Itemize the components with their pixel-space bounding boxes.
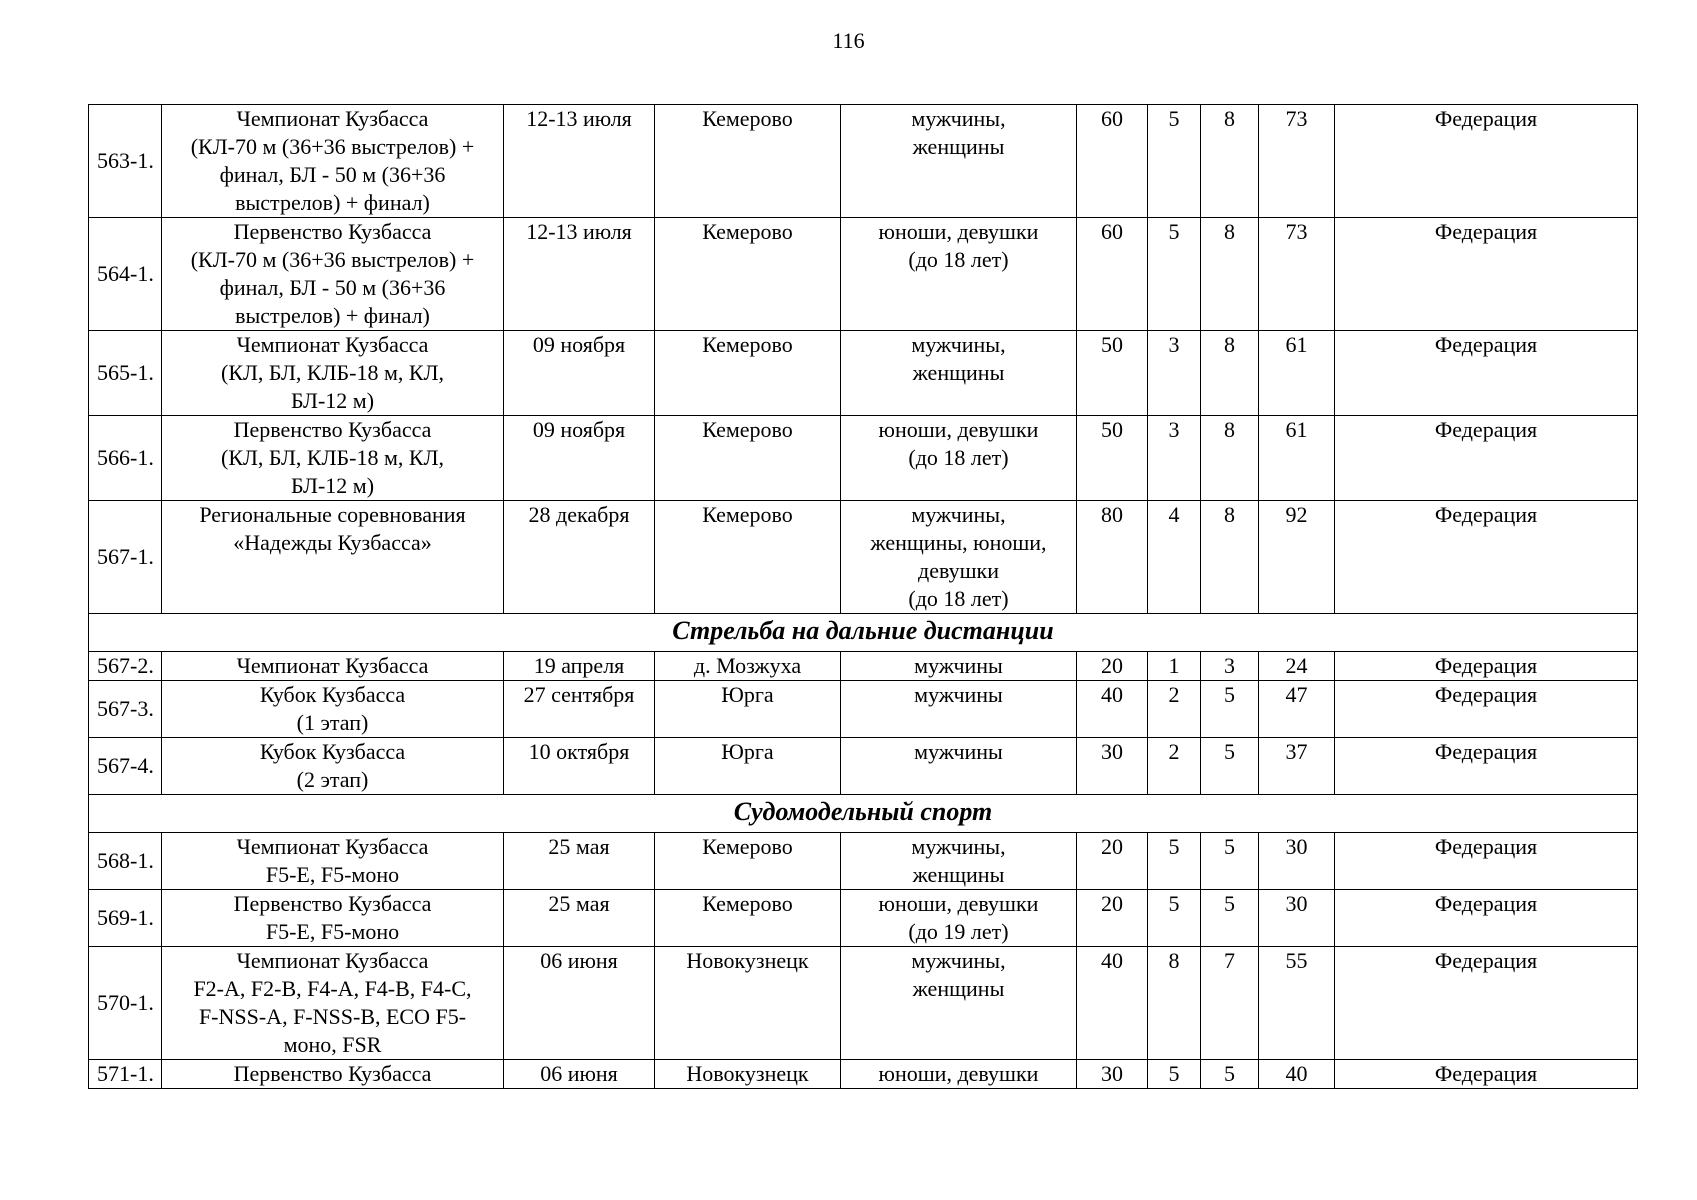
event-name: Чемпионат Кузбасса (КЛ, БЛ, КЛБ-18 м, КЛ, БЛ-12 м) — [162, 331, 504, 416]
event-participants: мужчины, женщины, юноши, девушки (до 18 лет) — [841, 501, 1077, 614]
count-total: 37 — [1259, 738, 1335, 795]
event-date: 12-13 июля — [504, 105, 655, 218]
count-judges: 5 — [1201, 738, 1259, 795]
row-number: 567-1. — [89, 501, 162, 614]
count-coaches: 5 — [1148, 218, 1201, 331]
event-name: Региональные соревнования «Надежды Кузбасса» — [162, 501, 504, 614]
row-number: 569-1. — [89, 890, 162, 947]
count-coaches: 5 — [1148, 1060, 1201, 1089]
count-total: 73 — [1259, 105, 1335, 218]
count-judges: 5 — [1201, 681, 1259, 738]
event-date: 19 апреля — [504, 652, 655, 681]
row-number: 567-2. — [89, 652, 162, 681]
event-place: Кемерово — [655, 105, 841, 218]
event-date: 09 ноября — [504, 416, 655, 501]
event-organizer: Федерация — [1335, 218, 1638, 331]
count-total: 61 — [1259, 416, 1335, 501]
event-organizer: Федерация — [1335, 738, 1638, 795]
events-table — [88, 104, 1638, 1089]
count-judges: 5 — [1201, 890, 1259, 947]
count-judges: 8 — [1201, 501, 1259, 614]
count-total: 92 — [1259, 501, 1335, 614]
event-name: Первенство Кузбасса — [162, 1060, 504, 1089]
event-place: Кемерово — [655, 833, 841, 890]
row-number: 565-1. — [89, 331, 162, 416]
event-date: 06 июня — [504, 947, 655, 1060]
event-name: Чемпионат Кузбасса F5-E, F5-моно — [162, 833, 504, 890]
row-number: 566-1. — [89, 416, 162, 501]
count-total: 30 — [1259, 833, 1335, 890]
event-place: Кемерово — [655, 416, 841, 501]
event-organizer: Федерация — [1335, 890, 1638, 947]
event-organizer: Федерация — [1335, 416, 1638, 501]
count-total: 55 — [1259, 947, 1335, 1060]
count-total: 47 — [1259, 681, 1335, 738]
count-coaches: 2 — [1148, 738, 1201, 795]
event-name: Кубок Кузбасса (1 этап) — [162, 681, 504, 738]
count-athletes: 20 — [1077, 833, 1148, 890]
event-participants: юноши, девушки (до 18 лет) — [841, 218, 1077, 331]
event-participants: мужчины, женщины — [841, 331, 1077, 416]
count-coaches: 3 — [1148, 416, 1201, 501]
event-organizer: Федерация — [1335, 105, 1638, 218]
event-participants: мужчины, женщины — [841, 833, 1077, 890]
event-date: 12-13 июля — [504, 218, 655, 331]
event-participants: мужчины, женщины — [841, 105, 1077, 218]
count-athletes: 20 — [1077, 890, 1148, 947]
count-total: 61 — [1259, 331, 1335, 416]
table-row — [89, 416, 1638, 501]
count-judges: 8 — [1201, 105, 1259, 218]
count-total: 73 — [1259, 218, 1335, 331]
table-row — [89, 218, 1638, 331]
table-row — [89, 1060, 1638, 1089]
event-organizer: Федерация — [1335, 331, 1638, 416]
count-judges: 8 — [1201, 218, 1259, 331]
count-athletes: 40 — [1077, 947, 1148, 1060]
event-participants: юноши, девушки (до 18 лет) — [841, 416, 1077, 501]
table-row — [89, 652, 1638, 681]
count-athletes: 30 — [1077, 1060, 1148, 1089]
event-place: Новокузнецк — [655, 1060, 841, 1089]
event-organizer: Федерация — [1335, 501, 1638, 614]
event-date: 06 июня — [504, 1060, 655, 1089]
count-coaches: 8 — [1148, 947, 1201, 1060]
event-date: 09 ноября — [504, 331, 655, 416]
count-athletes: 50 — [1077, 331, 1148, 416]
event-name: Первенство Кузбасса (КЛ-70 м (36+36 выстрелов) + финал, БЛ - 50 м (36+36 выстрелов) + финал) — [162, 218, 504, 331]
table-row — [89, 105, 1638, 218]
table-row — [89, 738, 1638, 795]
page-number: 116 — [832, 28, 865, 53]
event-place: д. Мозжуха — [655, 652, 841, 681]
event-name: Чемпионат Кузбасса (КЛ-70 м (36+36 выстрелов) + финал, БЛ - 50 м (36+36 выстрелов) + финал) — [162, 105, 504, 218]
event-participants: мужчины, женщины — [841, 947, 1077, 1060]
count-coaches: 5 — [1148, 890, 1201, 947]
event-place: Новокузнецк — [655, 947, 841, 1060]
row-number: 568-1. — [89, 833, 162, 890]
section-header-row — [89, 614, 1638, 652]
count-athletes: 60 — [1077, 105, 1148, 218]
events-table-body — [89, 105, 1638, 1089]
event-participants: мужчины — [841, 652, 1077, 681]
row-number: 570-1. — [89, 947, 162, 1060]
count-coaches: 1 — [1148, 652, 1201, 681]
table-row — [89, 681, 1638, 738]
event-place: Кемерово — [655, 218, 841, 331]
count-total: 24 — [1259, 652, 1335, 681]
section-header-row — [89, 795, 1638, 833]
count-judges: 8 — [1201, 416, 1259, 501]
event-place: Юрга — [655, 738, 841, 795]
count-judges: 7 — [1201, 947, 1259, 1060]
table-row — [89, 833, 1638, 890]
table-row — [89, 331, 1638, 416]
event-participants: мужчины — [841, 681, 1077, 738]
count-coaches: 5 — [1148, 105, 1201, 218]
event-participants: мужчины — [841, 738, 1077, 795]
event-date: 28 декабря — [504, 501, 655, 614]
event-name: Чемпионат Кузбасса — [162, 652, 504, 681]
count-athletes: 20 — [1077, 652, 1148, 681]
count-coaches: 3 — [1148, 331, 1201, 416]
count-judges: 8 — [1201, 331, 1259, 416]
event-name: Чемпионат Кузбасса F2-A, F2-B, F4-A, F4-B, F4-C, F-NSS-A, F-NSS-B, ECO F5- моно, FSR — [162, 947, 504, 1060]
event-organizer: Федерация — [1335, 652, 1638, 681]
event-date: 10 октября — [504, 738, 655, 795]
count-judges: 3 — [1201, 652, 1259, 681]
event-name: Первенство Кузбасса F5-E, F5-моно — [162, 890, 504, 947]
count-athletes: 40 — [1077, 681, 1148, 738]
event-name: Первенство Кузбасса (КЛ, БЛ, КЛБ-18 м, КЛ, БЛ-12 м) — [162, 416, 504, 501]
count-athletes: 50 — [1077, 416, 1148, 501]
count-coaches: 4 — [1148, 501, 1201, 614]
event-place: Кемерово — [655, 890, 841, 947]
event-organizer: Федерация — [1335, 947, 1638, 1060]
event-place: Юрга — [655, 681, 841, 738]
event-date: 25 мая — [504, 890, 655, 947]
count-coaches: 2 — [1148, 681, 1201, 738]
count-athletes: 60 — [1077, 218, 1148, 331]
count-athletes: 80 — [1077, 501, 1148, 614]
event-participants: юноши, девушки — [841, 1060, 1077, 1089]
row-number: 563-1. — [89, 105, 162, 218]
count-total: 40 — [1259, 1060, 1335, 1089]
event-date: 25 мая — [504, 833, 655, 890]
event-participants: юноши, девушки (до 19 лет) — [841, 890, 1077, 947]
event-place: Кемерово — [655, 501, 841, 614]
section-title: Стрельба на дальние дистанции — [89, 614, 1638, 652]
count-athletes: 30 — [1077, 738, 1148, 795]
row-number: 571-1. — [89, 1060, 162, 1089]
count-judges: 5 — [1201, 1060, 1259, 1089]
count-judges: 5 — [1201, 833, 1259, 890]
event-name: Кубок Кузбасса (2 этап) — [162, 738, 504, 795]
event-organizer: Федерация — [1335, 833, 1638, 890]
table-row — [89, 890, 1638, 947]
row-number: 567-4. — [89, 738, 162, 795]
table-row — [89, 501, 1638, 614]
event-organizer: Федерация — [1335, 681, 1638, 738]
event-place: Кемерово — [655, 331, 841, 416]
event-date: 27 сентября — [504, 681, 655, 738]
table-row — [89, 947, 1638, 1060]
count-total: 30 — [1259, 890, 1335, 947]
section-title: Судомодельный спорт — [89, 795, 1638, 833]
event-organizer: Федерация — [1335, 1060, 1638, 1089]
row-number: 564-1. — [89, 218, 162, 331]
count-coaches: 5 — [1148, 833, 1201, 890]
row-number: 567-3. — [89, 681, 162, 738]
